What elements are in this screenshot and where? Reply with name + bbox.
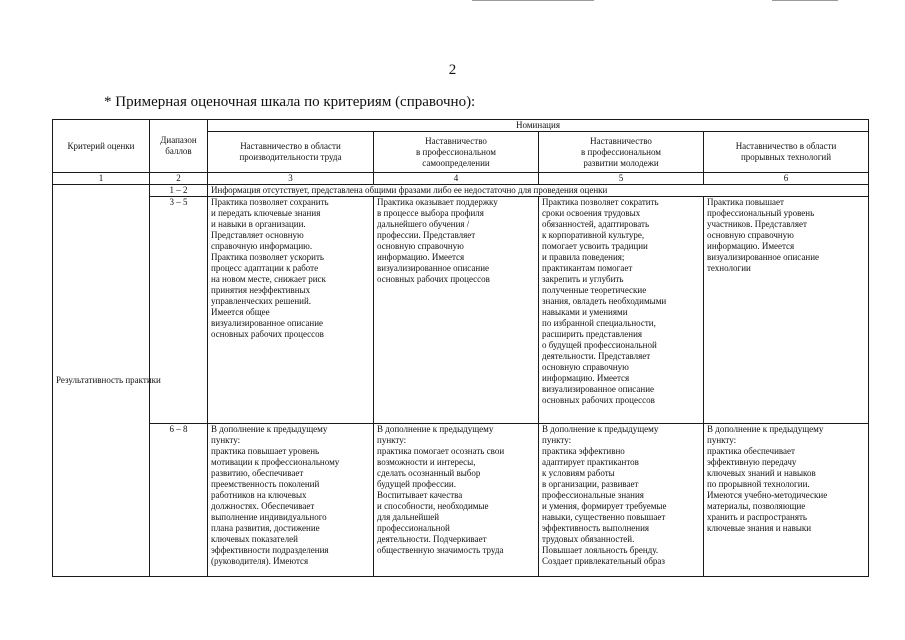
header-range: Диапазон баллов	[150, 120, 208, 173]
top-edge-rule	[772, 0, 838, 1]
evaluation-scale-table	[52, 119, 869, 577]
header-nomination-youth-development: Наставничество в профессиональном развитии молодежи	[539, 132, 704, 173]
header-nomination-breakthrough-tech: Наставничество в области прорывных технологий	[704, 132, 869, 173]
description-cell	[539, 424, 704, 577]
description-text: В дополнение к предыдущему пункту: практика помогает осознать свои возможности и интересы, сделать осознанный выбор будущей профессии. Воспитывает качества и способности, необходимые для дальнейшей профессиональной деятельности. Подчеркивает общественную значимость труда	[377, 424, 505, 555]
merged-description-cell: Информация отсутствует, представлена общими фразами либо ее недостаточно для проведения оценки	[208, 185, 869, 197]
description-cell: Практика позволяет сократить сроки освоения трудовых обязанностей, адаптировать к корпоративной культуре, помогает усвоить традиции и правила поведения; практикантам помогает закрепить и углубить полученные теоретические знания, овладеть необходимыми навыками и умениями по избранной специальности, расширить представления о будущей профессиональной деятельности. Представляет основную справочную информацию. Имеется визуализированное описание основных рабочих процессов	[539, 197, 704, 424]
description-text: В дополнение к предыдущему пункту: практика повышает уровень мотивации к профессиональному развитию, обеспечивает преемственность поколений работников на ключевых должностях. Обеспечивает выполнение индивидуального плана развития, достижение ключевых показателей эффективности подразделения (руководителя). Имеются	[211, 424, 340, 566]
description-cell	[374, 424, 539, 577]
description-cell	[704, 424, 869, 577]
header-nomination-productivity: Наставничество в области производительности труда	[208, 132, 374, 173]
description-cell: Практика позволяет сохранить и передать ключевые знания и навыки в организации. Представляет основную справочную информацию. Практика позволяет ускорить процесс адаптации к работе на новом месте, снижает риск принятия неэффективных управленческих решений. Имеется общее визуализированное описание основных рабочих процессов	[208, 197, 374, 424]
header-criterion: Критерий оценки	[53, 120, 150, 173]
description-text: В дополнение к предыдущему пункту: практика эффективно адаптирует практикантов к условиям работы в организации, развивает профессиональные знания и умения, формирует требуемые навыки, существенно повышает эффективность выполнения трудовых обязанностей. Повышает лояльность бренду. Создает привлекательный образ	[542, 424, 667, 566]
column-number: 3	[208, 173, 374, 185]
top-edge-rule	[472, 0, 594, 1]
column-number: 4	[374, 173, 539, 185]
range-cell: 6 – 8	[150, 424, 208, 577]
page-heading: * Примерная оценочная шкала по критериям (справочно):	[104, 94, 476, 110]
header-nomination: Номинация	[208, 120, 869, 132]
description-cell: Практика повышает профессиональный уровень участников. Представляет основную справочную информацию. Имеется визуализированное описание технологии	[704, 197, 869, 424]
column-number: 6	[704, 173, 869, 185]
description-text: В дополнение к предыдущему пункту: практика обеспечивает эффективную передачу ключевых знаний и навыков по прорывной технологии. Имеются учебно-методические материалы, позволяющие хранить и распространять ключевые знания и навыки	[707, 424, 828, 533]
range-cell: 1 – 2	[150, 185, 208, 197]
column-number: 2	[150, 173, 208, 185]
column-number: 1	[53, 173, 150, 185]
range-cell: 3 – 5	[150, 197, 208, 424]
header-nomination-self-determination: Наставничество в профессиональном самоопределении	[374, 132, 539, 173]
column-number: 5	[539, 173, 704, 185]
description-cell	[208, 424, 374, 577]
description-cell: Практика оказывает поддержку в процессе выбора профиля дальнейшего обучения / профессии. Представляет основную справочную информацию. Имеется визуализированное описание основных рабочих процессов	[374, 197, 539, 424]
criterion-label: Результативность практики	[53, 185, 150, 577]
page-number: 2	[448, 62, 457, 78]
